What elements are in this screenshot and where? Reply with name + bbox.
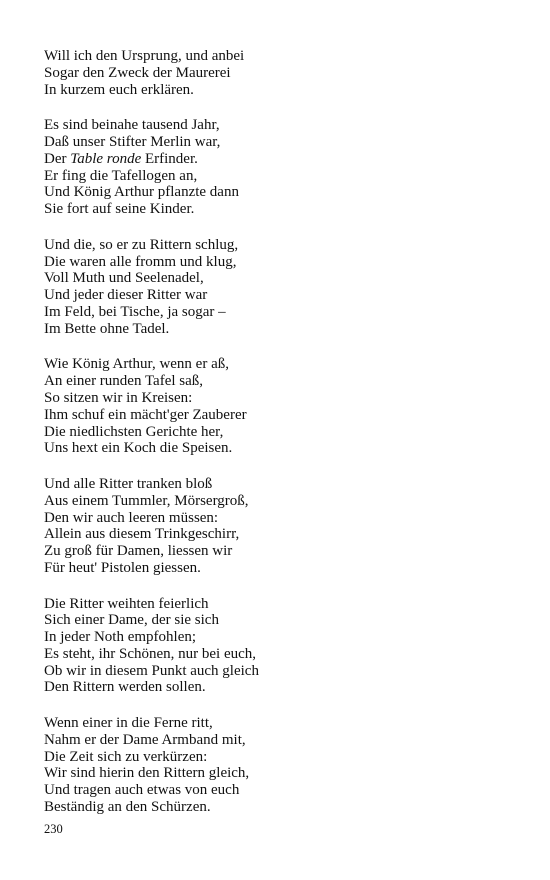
stanza — [44, 48, 514, 98]
stanza — [44, 715, 514, 816]
poem-line: Will ich den Ursprung, und anbei — [44, 48, 245, 64]
poem-line: Daß unser Stifter Merlin war, — [44, 133, 221, 150]
poem-line: Und die, so er zu Rittern schlug, — [44, 236, 239, 253]
poem-line: Die Ritter weihten feierlich — [44, 595, 209, 612]
stanza — [44, 356, 514, 457]
page-number: 230 — [44, 822, 63, 836]
poem-line: Und jeder dieser Ritter war — [44, 287, 208, 304]
stanza — [44, 476, 514, 577]
poem-line: Im Feld, bei Tische, ja sogar – — [44, 303, 226, 320]
poem-line: Uns hext ein Koch die Speisen. — [44, 440, 233, 457]
poem-line: Sie fort auf seine Kinder. — [44, 201, 195, 218]
poem-line: Es steht, ihr Schönen, nur bei euch, — [44, 645, 257, 662]
poem-line: Die waren alle fromm und klug, — [44, 253, 237, 270]
poem-line: So sitzen wir in Kreisen: — [44, 389, 193, 406]
stanza — [44, 596, 514, 697]
poem-line: Aus einem Tummler, Mörsergroß, — [44, 492, 249, 509]
poem-line: Die Zeit sich zu verkürzen: — [44, 748, 208, 765]
poem-line: Wie König Arthur, wenn er aß, — [44, 356, 229, 373]
poem-line: Nahm er der Dame Armband mit, — [44, 731, 246, 748]
poem-line: Für heut' Pistolen giessen. — [44, 559, 201, 576]
poem-line: Er fing die Tafellogen an, — [44, 167, 198, 184]
poem-line: An einer runden Tafel saß, — [44, 373, 204, 390]
poem-line: Beständig an den Schürzen. — [44, 799, 211, 816]
poem-line: Sogar den Zweck der Maurerei — [44, 64, 231, 81]
poem-line: Die niedlichsten Gerichte her, — [44, 423, 224, 440]
poem-line: Sich einer Dame, der sie sich — [44, 612, 219, 629]
poem-line: Den wir auch leeren müssen: — [44, 509, 219, 526]
poem-line: In kurzem euch erklären. — [44, 81, 194, 98]
poem-line: Den Rittern werden sollen. — [44, 679, 206, 696]
poem-line: Ob wir in diesem Punkt auch gleich — [44, 662, 259, 679]
poem-line: Und tragen auch etwas von euch — [44, 782, 240, 799]
poem-line: Zu groß für Damen, liessen wir — [44, 543, 233, 560]
poem-line: Voll Muth und Seelenadel, — [44, 270, 204, 287]
poem-line: Und alle Ritter tranken bloß — [44, 475, 213, 492]
poem-line: Und König Arthur pflanzte dann — [44, 184, 239, 201]
poem-page — [44, 48, 514, 835]
stanza — [44, 237, 514, 338]
poem-line: Im Bette ohne Tadel. — [44, 320, 170, 337]
poem-line: Ihm schuf ein mächt'ger Zauberer — [44, 406, 247, 423]
poem-line: Es sind beinahe tausend Jahr, — [44, 117, 220, 134]
stanza — [44, 117, 514, 218]
poem-line: Wir sind hierin den Rittern gleich, — [44, 765, 250, 782]
poem-line: Allein aus diesem Trinkgeschirr, — [44, 526, 240, 543]
italic-title: Table ronde — [70, 150, 142, 167]
poem-line: In jeder Noth empfohlen; — [44, 629, 197, 646]
poem — [44, 48, 514, 816]
poem-line: Der Table ronde Erfinder. — [44, 150, 198, 167]
poem-line: Wenn einer in die Ferne ritt, — [44, 715, 213, 732]
